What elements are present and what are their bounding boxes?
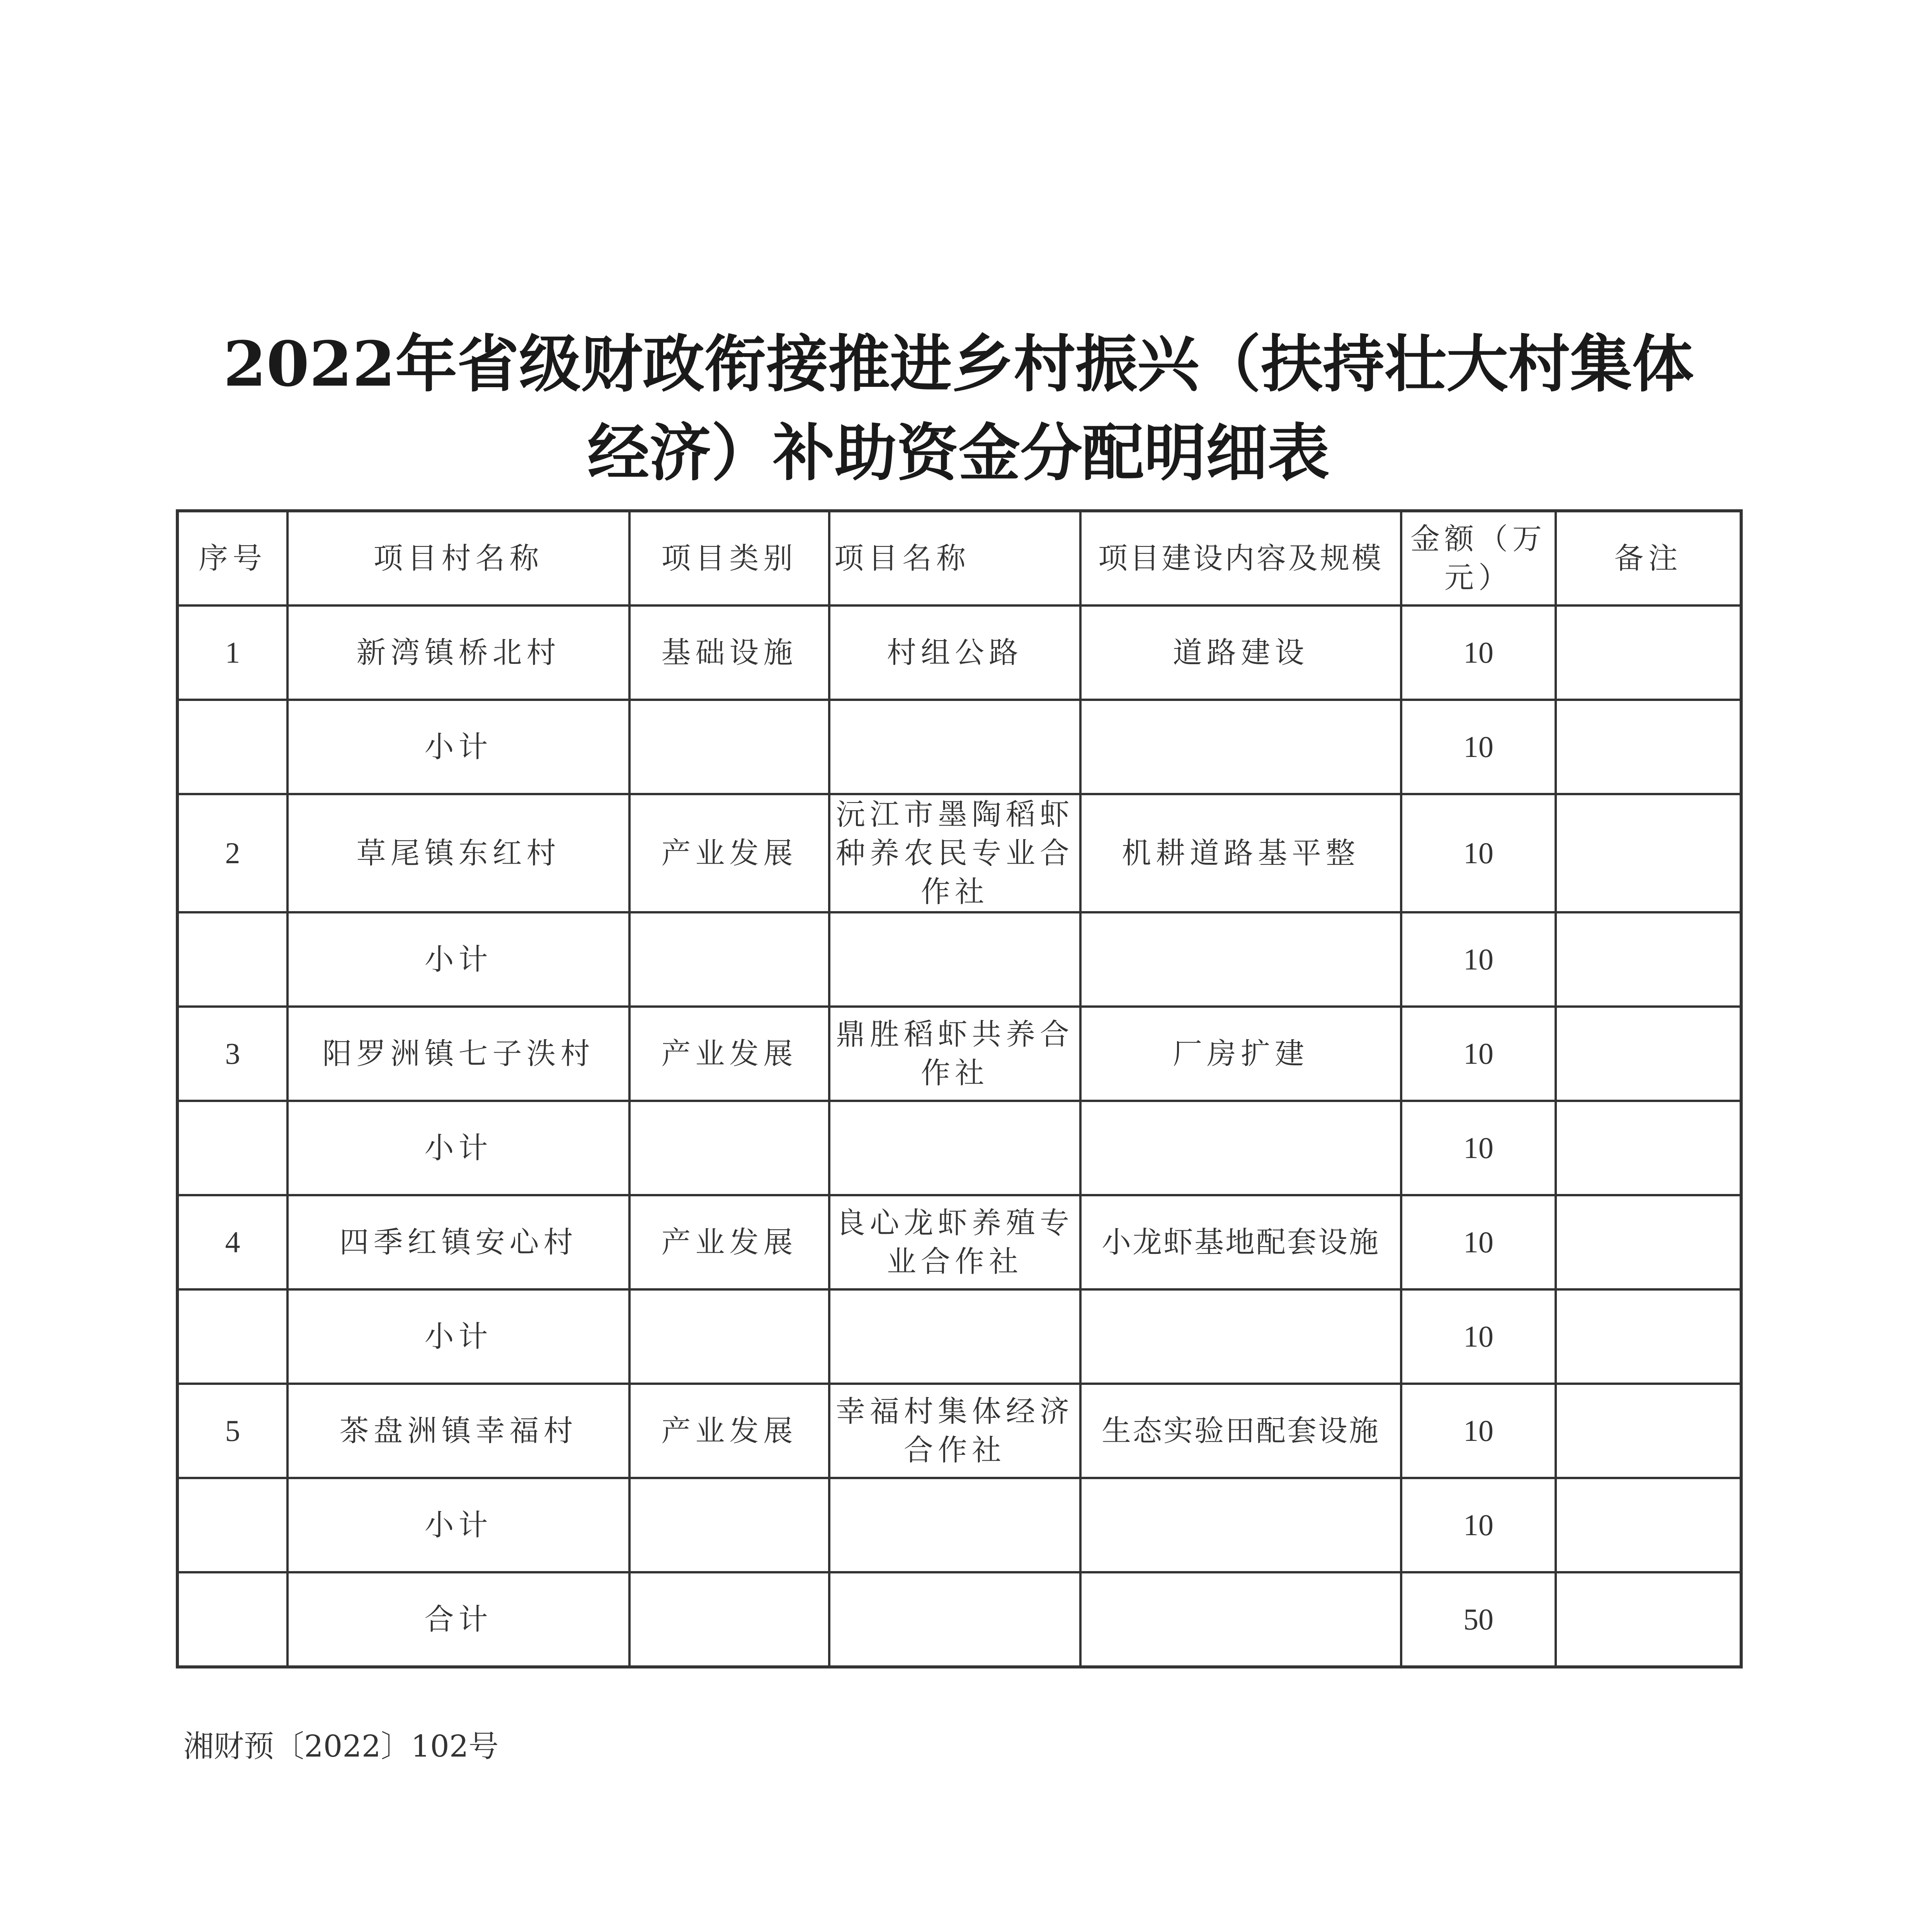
- cell-amount: 10: [1401, 1101, 1556, 1195]
- cell-amount: 10: [1401, 1007, 1556, 1101]
- header-content: 项目建设内容及规模: [1080, 511, 1401, 605]
- allocation-table: [176, 509, 1743, 1668]
- header-seq: 序号: [177, 511, 287, 605]
- cell-project: 良心龙虾养殖专业合作社: [829, 1195, 1080, 1289]
- cell-project: [829, 700, 1080, 794]
- cell-remark: [1556, 1195, 1741, 1289]
- cell-village: 合计: [287, 1572, 629, 1667]
- cell-village: 小计: [287, 1101, 629, 1195]
- cell-amount: 10: [1401, 1478, 1556, 1572]
- cell-village: 小计: [287, 1289, 629, 1384]
- header-category: 项目类别: [629, 511, 829, 605]
- cell-project: 鼎胜稻虾共养合作社: [829, 1007, 1080, 1101]
- table-row: [177, 1384, 1741, 1478]
- cell-seq: [177, 912, 287, 1007]
- cell-content: [1080, 1289, 1401, 1384]
- cell-content: [1080, 700, 1401, 794]
- title-line-1: 2022年省级财政衔接推进乡村振兴（扶持壮大村集体: [223, 328, 1694, 401]
- cell-seq: 4: [177, 1195, 287, 1289]
- cell-amount: 10: [1401, 1384, 1556, 1478]
- table-row-subtotal: [177, 1101, 1741, 1195]
- cell-village: 小计: [287, 700, 629, 794]
- cell-remark: [1556, 1007, 1741, 1101]
- cell-seq: [177, 700, 287, 794]
- cell-seq: 1: [177, 605, 287, 700]
- table-row-subtotal: [177, 1289, 1741, 1384]
- cell-content: 生态实验田配套设施: [1080, 1384, 1401, 1478]
- table-row-total: [177, 1572, 1741, 1667]
- cell-remark: [1556, 700, 1741, 794]
- header-amount: 金额（万元）: [1401, 511, 1556, 605]
- allocation-table-wrapper: [176, 509, 1740, 1668]
- cell-category: [629, 1101, 829, 1195]
- header-project: 项目名称: [829, 511, 1080, 605]
- cell-content: [1080, 1478, 1401, 1572]
- cell-seq: 3: [177, 1007, 287, 1101]
- cell-village: 阳罗洲镇七子泆村: [287, 1007, 629, 1101]
- cell-seq: 5: [177, 1384, 287, 1478]
- cell-remark: [1556, 1478, 1741, 1572]
- cell-category: 产业发展: [629, 794, 829, 912]
- table-row: [177, 1007, 1741, 1101]
- cell-project: 村组公路: [829, 605, 1080, 700]
- table-row-subtotal: [177, 1478, 1741, 1572]
- cell-remark: [1556, 605, 1741, 700]
- cell-project: [829, 912, 1080, 1007]
- cell-village: 四季红镇安心村: [287, 1195, 629, 1289]
- cell-remark: [1556, 1289, 1741, 1384]
- cell-category: 基础设施: [629, 605, 829, 700]
- header-remark: 备注: [1556, 511, 1741, 605]
- cell-village: 小计: [287, 1478, 629, 1572]
- table-header-row: [177, 511, 1741, 605]
- cell-category: [629, 1289, 829, 1384]
- table-row-subtotal: [177, 700, 1741, 794]
- cell-seq: [177, 1572, 287, 1667]
- cell-village: 小计: [287, 912, 629, 1007]
- cell-amount: 10: [1401, 700, 1556, 794]
- cell-content: 小龙虾基地配套设施: [1080, 1195, 1401, 1289]
- title-line-2: 经济）补助资金分配明细表: [587, 417, 1330, 490]
- cell-content: 道路建设: [1080, 605, 1401, 700]
- cell-content: 机耕道路基平整: [1080, 794, 1401, 912]
- cell-seq: [177, 1101, 287, 1195]
- cell-content: [1080, 1572, 1401, 1667]
- page-title: [193, 320, 1724, 497]
- cell-amount: 50: [1401, 1572, 1556, 1667]
- cell-content: [1080, 1101, 1401, 1195]
- cell-category: [629, 700, 829, 794]
- cell-category: 产业发展: [629, 1007, 829, 1101]
- cell-amount: 10: [1401, 794, 1556, 912]
- cell-amount: 10: [1401, 912, 1556, 1007]
- cell-seq: 2: [177, 794, 287, 912]
- cell-remark: [1556, 1384, 1741, 1478]
- table-row: [177, 605, 1741, 700]
- cell-category: [629, 1478, 829, 1572]
- cell-seq: [177, 1289, 287, 1384]
- cell-category: [629, 912, 829, 1007]
- table-row-subtotal: [177, 912, 1741, 1007]
- header-village: 项目村名称: [287, 511, 629, 605]
- cell-project: [829, 1101, 1080, 1195]
- cell-amount: 10: [1401, 1289, 1556, 1384]
- cell-project: 沅江市墨陶稻虾种养农民专业合作社: [829, 794, 1080, 912]
- cell-project: 幸福村集体经济合作社: [829, 1384, 1080, 1478]
- cell-remark: [1556, 912, 1741, 1007]
- cell-category: [629, 1572, 829, 1667]
- cell-amount: 10: [1401, 1195, 1556, 1289]
- document-reference-note: 湘财预〔2022〕102号: [184, 1729, 499, 1764]
- cell-remark: [1556, 1101, 1741, 1195]
- cell-content: [1080, 912, 1401, 1007]
- table-row: [177, 1195, 1741, 1289]
- cell-category: 产业发展: [629, 1195, 829, 1289]
- cell-remark: [1556, 1572, 1741, 1667]
- cell-remark: [1556, 794, 1741, 912]
- cell-content: 厂房扩建: [1080, 1007, 1401, 1101]
- cell-seq: [177, 1478, 287, 1572]
- cell-category: 产业发展: [629, 1384, 829, 1478]
- cell-village: 草尾镇东红村: [287, 794, 629, 912]
- cell-project: [829, 1478, 1080, 1572]
- cell-project: [829, 1289, 1080, 1384]
- cell-project: [829, 1572, 1080, 1667]
- cell-amount: 10: [1401, 605, 1556, 700]
- cell-village: 新湾镇桥北村: [287, 605, 629, 700]
- cell-village: 茶盘洲镇幸福村: [287, 1384, 629, 1478]
- table-row: [177, 794, 1741, 912]
